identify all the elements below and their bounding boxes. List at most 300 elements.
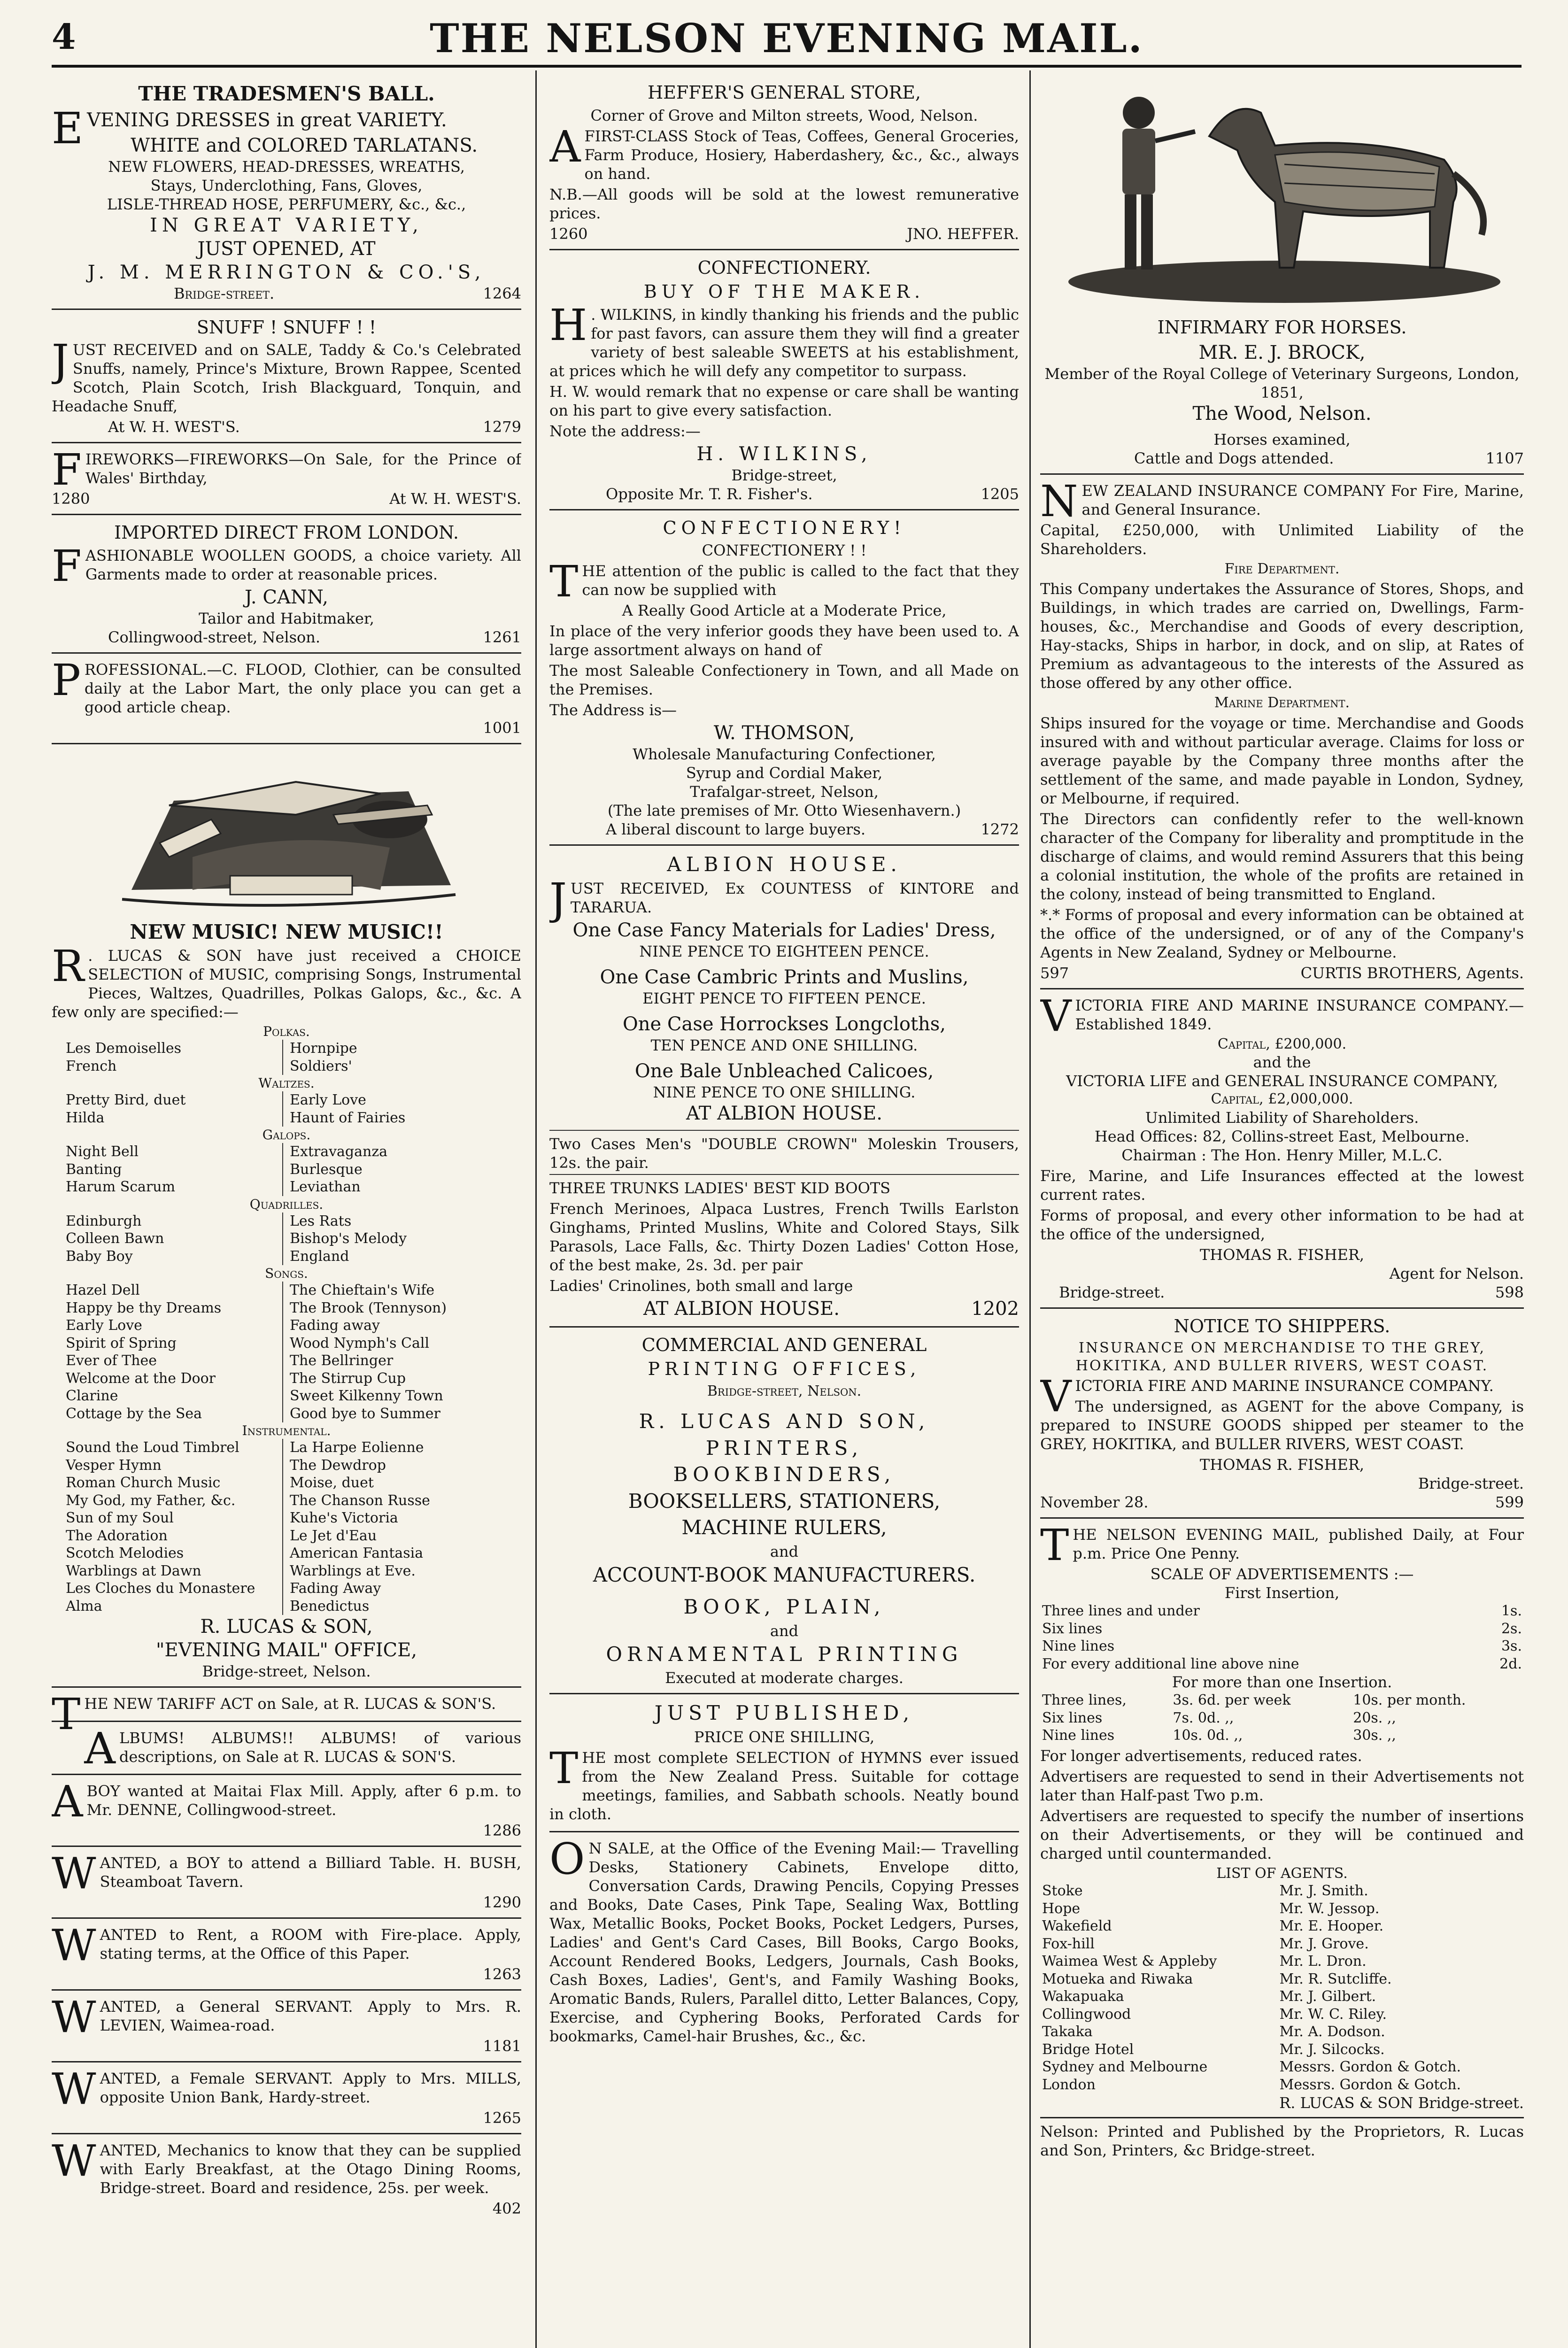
ad-text: In place of the very inferior goods they have been used to. A large assortment always on hand of — [549, 622, 1019, 659]
ad-text: Advertisers are requested to specify the number of insertions on their Advertisements, or they will be continued and charged until countermanded. — [1040, 1807, 1524, 1862]
agent-place: Wakefield — [1042, 1918, 1112, 1934]
ad-text: ACCOUNT-BOOK MANUFACTURERS. — [593, 1563, 976, 1586]
drop-cap: F — [52, 541, 82, 591]
agent-place: Stoke — [1042, 1883, 1083, 1899]
list-item: Night Bell — [52, 1143, 283, 1161]
list-item: Banting — [52, 1161, 283, 1179]
galops-list — [52, 1143, 521, 1196]
ad-number: 402 — [492, 2200, 521, 2217]
table-row — [1040, 2006, 1524, 2024]
ad-text: NINE PENCE TO EIGHTEEN PENCE. — [639, 942, 929, 960]
list-item: Sound the Loud Timbrel — [52, 1439, 283, 1457]
ad-imported — [52, 515, 521, 654]
table-row — [1040, 1727, 1524, 1745]
ad-text: Cattle and Dogs attended. — [1134, 449, 1334, 467]
ad-text: *.* Forms of proposal and every information can be obtained at the office of the undersigned, or of any of the Company's Agents in New Zealand, Sydney or Melbourne. — [1040, 905, 1524, 961]
ad-billiard-boy — [52, 1847, 521, 1919]
ad-text: Executed at moderate charges. — [665, 1669, 904, 1687]
ad-number: 1205 — [981, 485, 1019, 503]
ad-text: The Address is— — [549, 701, 677, 719]
section-label: SCALE OF ADVERTISEMENTS :— — [1150, 1565, 1414, 1583]
ad-snuff — [52, 310, 521, 444]
table-row — [1040, 2058, 1524, 2076]
list-item: England — [290, 1248, 349, 1265]
list-item: Les Rats — [290, 1213, 352, 1229]
list-item: Fading away — [290, 1317, 380, 1334]
ad-victoria-insurance — [1040, 989, 1524, 1309]
ad-name: MR. E. J. BROCK, — [1198, 341, 1366, 363]
ad-number: 599 — [1495, 1493, 1524, 1511]
list-item: Welcome at the Door — [52, 1370, 283, 1388]
list-item: The Dewdrop — [290, 1457, 386, 1474]
list-item: Ever of Thee — [52, 1352, 283, 1370]
drop-cap: A — [52, 1776, 83, 1827]
list-item: Wood Nymph's Call — [290, 1335, 430, 1352]
ad-text: Stays, Underclothing, Fans, Gloves, — [150, 176, 423, 194]
table-row — [1040, 1935, 1524, 1953]
ad-address: Bridge-street, — [731, 466, 837, 484]
table-row — [1040, 2041, 1524, 2059]
drop-cap: A — [549, 121, 581, 172]
ad-name: THOMAS R. FISHER, — [1199, 1456, 1365, 1474]
ad-just-published — [549, 1694, 1019, 1832]
ad-printing-offices — [549, 1328, 1019, 1695]
ad-text: ANTED, a General SERVANT. Apply to Mrs. R. LEVIEN, Waimea-road. — [100, 1998, 521, 2034]
agent-name: Mr. L. Dron. — [1279, 1953, 1367, 1970]
ad-text: Tailor and Habitmaker, — [199, 609, 374, 627]
ad-number: 1286 — [483, 1822, 521, 1839]
ad-text: Capital, £2,000,000. — [1211, 1091, 1353, 1107]
ad-text: BOOKSELLERS, STATIONERS, — [628, 1489, 941, 1513]
ad-text: HE attention of the public is called to the fact that they can now be supplied with — [582, 562, 1019, 599]
ad-number: 1265 — [483, 2109, 521, 2127]
ad-name: R. LUCAS & SON, — [200, 1616, 373, 1637]
list-item: Spirit of Spring — [52, 1335, 283, 1352]
agent-place: Collingwood — [1042, 2006, 1131, 2023]
ad-number: 1280 — [52, 490, 90, 508]
ad-number: 597 — [1040, 964, 1069, 982]
ad-text: For more than one Insertion. — [1172, 1673, 1392, 1691]
drop-cap: F — [52, 445, 82, 495]
list-item: Alma — [52, 1598, 283, 1615]
ad-address: Bridge-street. — [174, 284, 275, 302]
ad-text: ASHIONABLE WOOLLEN GOODS, a choice variety. All Garments made to order at reasonable prices. — [85, 546, 521, 583]
list-item: Fading Away — [290, 1580, 381, 1597]
ad-text: and — [770, 1622, 799, 1640]
ad-text: H. W. would remark that no expense or care shall be wanting on his part to give every satisfaction. — [549, 382, 1019, 419]
list-item: French — [52, 1058, 283, 1075]
ad-text: EIGHT PENCE TO FIFTEEN PENCE. — [642, 989, 926, 1007]
table-row — [1040, 1655, 1524, 1673]
list-item: Warblings at Dawn — [52, 1562, 283, 1580]
ad-infirmary-for-horses — [1040, 75, 1524, 475]
agent-name: Mr. J. Silcocks. — [1279, 2041, 1385, 2058]
ad-text: VENING DRESSES in great VARIETY. — [87, 109, 447, 131]
ad-text: This Company undertakes the Assurance of Stores, Shops, and Buildings, in which trades are carried on, Dwellings, Farm-houses, &c., Merchandise and Goods of every description, Hay-stacks, Ships in harbor, in dock, and on slip, at Rates of Premium as advantageous to the interests of the Assured as those offered by any other office. — [1040, 580, 1524, 692]
ad-title: ICTORIA FIRE AND MARINE INSURANCE COMPANY.—Established 1849. — [1075, 996, 1524, 1033]
rate-label: For every additional line above nine — [1042, 1655, 1299, 1672]
list-item: Haunt of Fairies — [290, 1109, 406, 1126]
ad-address: Bridge-street, Nelson. — [707, 1383, 862, 1399]
list-item: The Adoration — [52, 1527, 283, 1545]
ad-mechanics — [52, 2134, 521, 2224]
ad-text: One Case Fancy Materials for Ladies' Dress, — [572, 919, 996, 941]
ad-text: AT ALBION HOUSE. — [643, 1298, 840, 1320]
list-item: Colleen Bawn — [52, 1230, 283, 1248]
list-item: Pretty Bird, duet — [52, 1091, 283, 1109]
ad-title: EW ZEALAND INSURANCE COMPANY For Fire, Marine, and General Insurance. — [1081, 481, 1524, 518]
ad-name: THOMAS R. FISHER, — [1199, 1245, 1365, 1264]
drop-cap: T — [549, 556, 579, 607]
ad-date: November 28. — [1040, 1493, 1149, 1511]
agent-name: Mr. A. Dodson. — [1279, 2024, 1385, 2040]
category-label: Polkas. — [263, 1024, 310, 1039]
ad-address: Bridge-street. — [1418, 1475, 1524, 1492]
list-item: Harum Scarum — [52, 1178, 283, 1196]
table-row — [1040, 1882, 1524, 1900]
ad-confectionery-wilkins — [549, 250, 1019, 510]
list-item: Sun of my Soul — [52, 1509, 283, 1527]
table-row — [1040, 1917, 1524, 1935]
ad-text: A Really Good Article at a Moderate Price, — [622, 602, 947, 619]
ad-text: For longer advertisements, reduced rates. — [1040, 1746, 1362, 1765]
category-label: Instrumental. — [242, 1423, 331, 1438]
ad-number: 1261 — [483, 628, 521, 646]
ad-number: 1107 — [1485, 449, 1524, 467]
ad-name: J. CANN, — [244, 586, 328, 608]
ad-text: TEN PENCE AND ONE SHILLING. — [650, 1036, 918, 1054]
ad-text: At W. H. WEST'S. — [389, 490, 521, 508]
ad-title: JUST PUBLISHED, — [654, 1701, 914, 1724]
ad-title: ICTORIA FIRE AND MARINE INSURANCE COMPANY. — [1075, 1377, 1494, 1395]
table-row — [1040, 1953, 1524, 1970]
ad-text: One Case Horrockses Longcloths, — [622, 1013, 946, 1035]
rate-price: 3s. — [1501, 1638, 1522, 1654]
agent-name: Messrs. Gordon & Gotch. — [1279, 2076, 1461, 2093]
ad-text: First Insertion, — [1224, 1584, 1340, 1602]
ad-room-wanted — [52, 1919, 521, 1991]
list-item: Sweet Kilkenny Town — [290, 1388, 443, 1404]
rate-label: Six lines — [1042, 1709, 1103, 1726]
ad-text: N SALE, at the Office of the Evening Mail:— Travelling Desks, Stationery Cabinets, Envelope ditto, Conversation Cards, Drawing Pencils, Copying Presses and Books, Date Cases, Pink Tape, Sealing Wax, Bottling Wax, Metallic Books, Pocket Books, Pocket Ledgers, Purses, Ladies' and Gent's Card Cases, Bill Books, Cargo Books, Account Rendered Books, Ledgers, Journals, Cash Books, Cash Boxes, Ladies', Gent's, and Family Washing Books, Aromatic Bands, Rulers, Parallel ditto, Letter Balances, Copy, Exercise, and Cyphering Books, Perforated Cards for bookmarks, Camel-hair Brushes, &c., &c. — [549, 1839, 1019, 2045]
list-item: The Brook (Tennyson) — [290, 1299, 447, 1316]
list-item: Warblings at Eve. — [290, 1562, 416, 1579]
rate-price: 1s. — [1501, 1603, 1522, 1619]
rate-label: Six lines — [1042, 1620, 1103, 1637]
table-row — [1040, 1691, 1524, 1709]
drop-cap: H — [549, 300, 587, 350]
ad-text: Syrup and Cordial Maker, — [686, 764, 883, 782]
ad-text: FIRST-CLASS Stock of Teas, Coffees, General Groceries, Farm Produce, Hosiery, Haberdashery, &c., &c., always on hand. — [584, 127, 1019, 183]
list-item: Hilda — [52, 1109, 283, 1127]
ad-name: JNO. HEFFER. — [907, 224, 1019, 243]
ad-text: Fire, Marine, and Life Insurances effected at the lowest current rates. — [1040, 1166, 1524, 1204]
ad-tradesmens-ball — [52, 75, 521, 310]
agent-place: Takaka — [1042, 2024, 1093, 2040]
column-3 — [1040, 75, 1524, 2348]
ad-text: BOY wanted at Maitai Flax Mill. Apply, after 6 p.m. to Mr. DENNE, Collingwood-street. — [86, 1782, 521, 1819]
songs-list — [52, 1282, 521, 1422]
ad-name: H. WILKINS, — [696, 443, 872, 465]
ad-text: One Case Cambric Prints and Muslins, — [600, 966, 969, 988]
ad-address: Opposite Mr. T. R. Fisher's. — [606, 485, 813, 503]
ad-number: 1263 — [483, 1965, 521, 1983]
music-instruments-engraving — [52, 749, 521, 918]
list-item: Happy be thy Dreams — [52, 1299, 283, 1317]
rate-month: 10s. per month. — [1353, 1692, 1466, 1708]
agent-name: Mr. W. Jessop. — [1279, 1900, 1380, 1917]
agent-name: Mr. J. Smith. — [1279, 1883, 1368, 1899]
ad-text: Wholesale Manufacturing Confectioner, — [633, 745, 936, 763]
newspaper-title: THE NELSON EVENING MAIL. — [430, 15, 1143, 62]
ad-text: ANTED, a Female SERVANT. Apply to Mrs. MILLS, opposite Union Bank, Hardy-street. — [100, 2070, 521, 2106]
table-row — [1040, 2023, 1524, 2041]
ad-title: NOTICE TO SHIPPERS. — [1174, 1315, 1390, 1336]
ad-address: Trafalgar-street, Nelson, — [690, 783, 879, 801]
ad-text: UST RECEIVED and on SALE, Taddy & Co.'s Celebrated Snuffs, namely, Prince's Mixture, Brown Rappee, Scented Scotch, Plain Scotch, Irish Blackguard, Tonquin, and Headache Snuff, — [52, 341, 521, 415]
ad-text: N.B.—All goods will be sold at the lowest remunerative prices. — [549, 185, 1019, 222]
ad-text: AT ALBION HOUSE. — [686, 1102, 882, 1124]
list-item: Hazel Dell — [52, 1282, 283, 1299]
ad-name: W. THOMSON, — [713, 722, 855, 744]
list-item: Vesper Hymn — [52, 1457, 283, 1475]
rate-month: 20s. ,, — [1353, 1709, 1396, 1726]
table-row — [1040, 1620, 1524, 1638]
list-item: Extravaganza — [290, 1143, 388, 1160]
ad-fireworks — [52, 443, 521, 515]
rate-week: 7s. 0d. ,, — [1173, 1709, 1234, 1726]
waltzes-list — [52, 1091, 521, 1127]
ad-text: R. LUCAS AND SON, — [639, 1410, 930, 1433]
ad-text: The most Saleable Confectionery in Town, and all Made on the Premises. — [549, 662, 1019, 698]
ad-text: IREWORKS—FIREWORKS—On Sale, for the Prince of Wales' Birthday, — [85, 450, 521, 487]
ad-text: THREE TRUNKS LADIES' BEST KID BOOTS — [549, 1174, 1019, 1197]
list-item: Edinburgh — [52, 1213, 283, 1230]
ad-text: HE NEW TARIFF ACT on Sale, at R. LUCAS & SON'S. — [84, 1695, 496, 1713]
ad-text: Chairman : The Hon. Henry Miller, M.L.C. — [1121, 1146, 1443, 1164]
ad-text: "EVENING MAIL" OFFICE, — [155, 1639, 417, 1661]
drop-cap: R — [52, 941, 85, 991]
ad-number: 1181 — [483, 2037, 521, 2055]
list-item: Moise, duet — [290, 1475, 374, 1491]
list-item: The Stirrup Cup — [290, 1370, 406, 1387]
ad-title: CONFECTIONERY. — [697, 257, 871, 278]
rate-label: Three lines and under — [1042, 1603, 1200, 1619]
ad-text: . LUCAS & SON have just received a CHOICE SELECTION of MUSIC, comprising Songs, Instrumental Pieces, Waltzes, Quadrilles, Polkas Galops, &c., &c. A few only are specified:— — [52, 947, 521, 1021]
ad-text: NEW FLOWERS, HEAD-DRESSES, WREATHS, — [108, 157, 465, 176]
ad-text: (The late premises of Mr. Otto Wiesenhavern.) — [607, 802, 961, 819]
quadrilles-list — [52, 1213, 521, 1266]
ad-title: CONFECTIONERY! — [663, 517, 906, 538]
ad-number: 1290 — [483, 1893, 521, 1911]
ad-text: One Bale Unbleached Calicoes, — [634, 1060, 934, 1082]
list-item: The Bellringer — [290, 1352, 394, 1369]
agent-name: Mr. J. Grove. — [1279, 1935, 1369, 1952]
agent-place: Waimea West & Appleby — [1042, 1953, 1217, 1970]
list-item: The Chanson Russe — [290, 1492, 430, 1509]
ad-tariff — [52, 1688, 521, 1739]
table-row — [1040, 1602, 1524, 1620]
rate-price: 2d. — [1499, 1655, 1522, 1672]
list-item: Les Cloches du Monastere — [52, 1580, 283, 1598]
ad-text: HE most complete SELECTION of HYMNS ever issued from the New Zealand Press. Suitable for cottage meetings, families, and Sabbath schools. Neatly bound in cloth. — [549, 1748, 1019, 1823]
agent-place: Motueka and Riwaka — [1042, 1970, 1193, 1987]
drop-cap: E — [52, 103, 84, 154]
ad-text: Capital, £250,000, with Unlimited Liability of the Shareholders. — [1040, 521, 1524, 558]
list-item: Roman Church Music — [52, 1474, 283, 1492]
ad-text: Agent for Nelson. — [1389, 1264, 1524, 1282]
ad-heffer-store — [549, 75, 1019, 250]
ad-albums — [52, 1722, 521, 1775]
list-item: Leviathan — [290, 1179, 361, 1195]
list-item: Benedictus — [290, 1598, 370, 1614]
ad-text: WHITE and COLORED TARLATANS. — [131, 134, 478, 156]
ad-on-sale-stationery — [549, 1832, 1019, 2053]
polkas-list — [52, 1040, 521, 1075]
imprint: Nelson: Printed and Published by the Proprietors, R. Lucas and Son, Printers, &c Bridge-street. — [1040, 2117, 1524, 2160]
table-row — [1040, 1637, 1524, 1655]
ad-albion-house — [549, 846, 1019, 1328]
ad-text: J. M. MERRINGTON & CO.'S, — [87, 261, 486, 283]
drop-cap: W — [52, 1992, 96, 2042]
rate-week: 3s. 6d. per week — [1173, 1692, 1291, 1708]
ad-subtitle: CONFECTIONERY ! ! — [702, 541, 867, 559]
agent-name: Mr. E. Hooper. — [1279, 1918, 1384, 1934]
drop-cap: V — [1040, 990, 1072, 1041]
agents-table — [1040, 1882, 1524, 2093]
ad-text: Forms of proposal, and every other information to be had at the office of the undersigned, — [1040, 1206, 1524, 1243]
ad-text: Note the address:— — [549, 422, 701, 440]
agent-place: Wakapuaka — [1042, 1988, 1124, 2005]
ad-notice-to-shippers — [1040, 1309, 1524, 1519]
rate-price: 2s. — [1501, 1620, 1522, 1637]
ad-text: Unlimited Liability of Shareholders. — [1145, 1108, 1419, 1127]
ad-title: HEFFER'S GENERAL STORE, — [648, 82, 921, 103]
list-item: Kuhe's Victoria — [290, 1510, 398, 1526]
ad-title: PRINTING OFFICES, — [648, 1359, 921, 1379]
list-item: Cottage by the Sea — [52, 1405, 283, 1423]
column-2 — [549, 75, 1019, 2348]
ad-text: . WILKINS, in kindly thanking his friends and the public for past favors, can assure them they will find a greater variety of best saleable SWEETS at his establishment, at prices which he will defy any competitor to surpass. — [549, 305, 1019, 380]
column-1 — [52, 75, 521, 2348]
ad-evening-mail-terms — [1040, 1519, 1524, 2167]
ad-text: ANTED, a BOY to attend a Billiard Table. H. BUSH, Steamboat Tavern. — [100, 1854, 521, 1891]
ad-text: ANTED to Rent, a ROOM with Fire-place. Apply, stating terms, at the Office of this Paper. — [100, 1926, 521, 1962]
list-item: Early Love — [52, 1317, 283, 1335]
list-item: La Harpe Eolienne — [290, 1439, 424, 1456]
ad-text: MACHINE RULERS, — [681, 1516, 887, 1539]
rate-label: Three lines, — [1042, 1692, 1127, 1708]
instrumental-list — [52, 1439, 521, 1615]
agent-name: Messrs. Gordon & Gotch. — [1279, 2059, 1461, 2075]
ad-subtitle: BUY OF THE MAKER. — [643, 281, 925, 302]
list-item: Burlesque — [290, 1161, 363, 1178]
agent-place: Sydney and Melbourne — [1042, 2059, 1208, 2075]
ad-number: 1001 — [483, 718, 521, 737]
rates-table — [1040, 1602, 1524, 1673]
agent-place: Bridge Hotel — [1042, 2041, 1134, 2058]
section-label: Fire Department. — [1224, 560, 1340, 577]
rate-month: 30s. ,, — [1353, 1727, 1396, 1744]
ad-text: Head Offices: 82, Collins-street East, Melbourne. — [1094, 1127, 1470, 1145]
list-item: Bishop's Melody — [290, 1230, 407, 1247]
ad-text: BOOKBINDERS, — [673, 1463, 896, 1486]
drop-cap: J — [52, 335, 69, 386]
section-label: LIST OF AGENTS. — [1216, 1865, 1348, 1882]
list-item: Baby Boy — [52, 1248, 283, 1266]
ad-text: ROFESSIONAL.—C. FLOOD, Clothier, can be consulted daily at the Labor Mart, the only place you can get a good article cheap. — [84, 660, 521, 716]
ad-subtitle: Corner of Grove and Milton streets, Wood, Nelson. — [590, 106, 978, 124]
ad-title: THE TRADESMEN'S BALL. — [138, 82, 435, 105]
ad-title: SNUFF ! SNUFF ! ! — [196, 317, 377, 338]
rate-label: Nine lines — [1042, 1638, 1115, 1654]
ad-title: ALBION HOUSE. — [667, 853, 902, 876]
drop-cap: O — [549, 1833, 585, 1884]
ad-address: The Wood, Nelson. — [1192, 402, 1372, 425]
weekly-rates-table — [1040, 1691, 1524, 1745]
ad-text: Ships insured for the voyage or time. Merchandise and Goods insured with and without particular average. Claims for loss or average payable by the Company three months after the settlement of the same, and made payable in London, Sydney, or Melbourne, if required. — [1040, 714, 1524, 807]
ad-text: and — [770, 1542, 799, 1560]
ad-text: A liberal discount to large buyers. — [606, 820, 866, 838]
ad-address: Bridge-street. — [1059, 1283, 1165, 1301]
ad-text: LISLE-THREAD HOSE, PERFUMERY, &c., &c., — [107, 195, 466, 213]
list-item: Hornpipe — [290, 1040, 357, 1057]
ad-text: and the — [1253, 1053, 1311, 1071]
agent-name: Mr. W. C. Riley. — [1279, 2006, 1387, 2023]
list-item: Scotch Melodies — [52, 1545, 283, 1562]
ad-subtitle: PRICE ONE SHILLING, — [694, 1728, 875, 1746]
ad-number: 1264 — [483, 284, 521, 302]
list-item: Le Jet d'Eau — [290, 1527, 377, 1544]
ad-number: 1272 — [981, 820, 1019, 838]
section-label: Marine Department. — [1214, 695, 1350, 711]
ad-text: The Directors can confidently refer to the well-known character of the Company for liberality and promptitude in the discharge of claims, and would remind Assurers that this being a colonial institution, the whole of the profits are retained in the colony, instead of being transmitted to England. — [1040, 810, 1524, 903]
table-row — [1040, 1970, 1524, 1988]
ad-text: Capital, £200,000. — [1217, 1035, 1347, 1052]
ad-text: Member of the Royal College of Veterinary Surgeons, London, 1851, — [1044, 364, 1520, 402]
ad-number: 1279 — [483, 418, 521, 436]
ad-text: JUST OPENED, AT — [197, 238, 376, 260]
ad-new-music — [52, 744, 521, 1688]
drop-cap: J — [549, 873, 567, 924]
agent-name: Mr. J. Gilbert. — [1279, 1988, 1376, 2005]
ad-name: CURTIS BROTHERS, Agents. — [1300, 964, 1524, 982]
ad-boy-flax-mill — [52, 1775, 521, 1847]
ad-female-servant — [52, 2062, 521, 2134]
drop-cap: V — [1040, 1371, 1072, 1421]
ad-flood — [52, 654, 521, 744]
category-label: Waltzes. — [258, 1075, 315, 1091]
list-item: Early Love — [290, 1092, 366, 1108]
drop-cap: W — [52, 2064, 96, 2114]
ad-text: At W. H. WEST'S. — [108, 418, 240, 436]
ad-number: 1260 — [549, 224, 588, 243]
ad-text: ANTED, Mechanics to know that they can be supplied with Early Breakfast, at the Otago Dining Rooms, Bridge-street. Board and residence, 25s. per week. — [100, 2141, 521, 2197]
drop-cap: W — [52, 2136, 96, 2186]
ad-text: BOOK, PLAIN, — [683, 1595, 885, 1618]
table-row — [1040, 2076, 1524, 2094]
drop-cap: T — [1040, 1520, 1069, 1570]
horse-and-groom-engraving — [1040, 80, 1524, 315]
ad-text: NINE PENCE TO ONE SHILLING. — [653, 1083, 916, 1101]
agent-place: Hope — [1042, 1900, 1081, 1917]
category-label: Quadrilles. — [249, 1196, 324, 1212]
agent-place: Fox-hill — [1042, 1935, 1095, 1952]
ad-text: LBUMS! ALBUMS!! ALBUMS! of various descriptions, on Sale at R. LUCAS & SON'S. — [119, 1729, 521, 1766]
ad-text: French Merinoes, Alpaca Lustres, French Twills Earlston Ginghams, Printed Muslins, White and Colored Stays, Silk Parasols, Lace Falls, &c. Thirty Dozen Ladies' Cotton Hose, of the best make, 2s. 3d. per pair — [549, 1199, 1019, 1274]
ad-text: IN GREAT VARIETY, — [150, 214, 423, 236]
column-rule — [535, 70, 537, 2348]
